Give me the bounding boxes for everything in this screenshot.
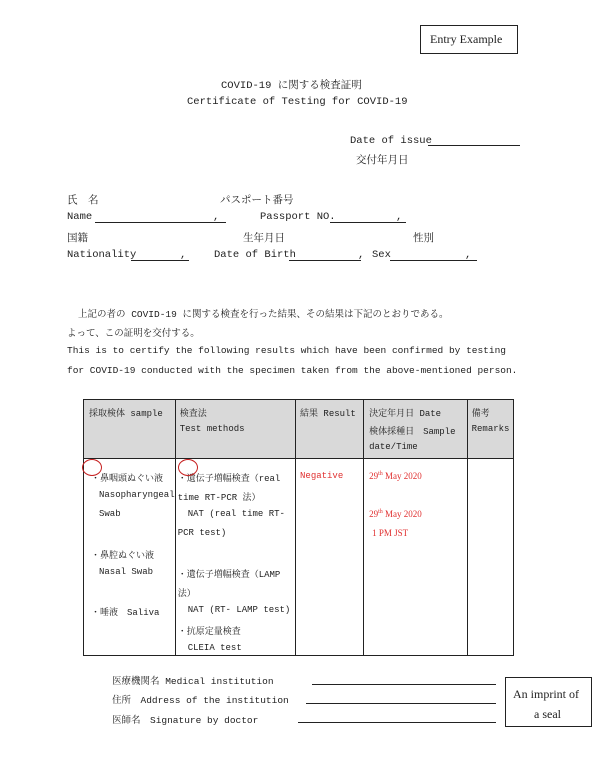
title-en: Certificate of Testing for COVID-19 — [187, 96, 408, 108]
dob-ja: 生年月日 — [243, 233, 285, 245]
method-cell — [175, 459, 295, 656]
header-remarks — [467, 400, 513, 459]
entry-example-label: Entry Example — [430, 32, 503, 46]
header-sample — [84, 400, 176, 459]
header-date-ja2: 検体採種日 Sample — [369, 427, 456, 437]
header-remarks-en: Remarks — [471, 424, 510, 434]
header-date-en: date/Time — [369, 442, 418, 452]
method-antigen-en: CLEIA test — [187, 643, 242, 653]
title-ja: COVID-19 に関する検査証明 — [221, 80, 362, 92]
passport-ja: パスポート番号 — [220, 195, 294, 207]
header-date — [364, 400, 468, 459]
dob-field-line[interactable] — [289, 260, 361, 261]
table-header-row — [84, 400, 514, 459]
statement-ja-line1: 上記の者の COVID-19 に関する検査を行った結果、その結果は下記のとおりである。 — [78, 309, 449, 320]
remarks-cell — [467, 459, 513, 656]
dob-label: Date of Birth — [214, 249, 296, 261]
method-pcr-ja2: time RT-PCR 法） — [177, 493, 261, 503]
result-value: Negative — [300, 471, 344, 481]
name-ja: 氏 名 — [67, 195, 99, 207]
name-comma: , — [213, 211, 220, 223]
sample-nasal-ja[interactable]: ・鼻腔ぬぐい液 — [91, 551, 155, 561]
name-label: Name — [67, 211, 93, 223]
passport-label: Passport NO. — [260, 211, 336, 223]
date-of-issue-label: Date of issue — [350, 135, 432, 147]
institution-label: 医療機関名 Medical institution — [112, 676, 274, 687]
sample-saliva[interactable]: ・唾液 Saliva — [91, 608, 160, 618]
header-date-ja1: 決定年月日 Date — [369, 409, 442, 419]
date-of-issue-ja: 交付年月日 — [356, 155, 409, 167]
date1-sup: th — [378, 471, 383, 477]
seal-label-line1: An imprint of — [513, 687, 579, 701]
date-determined — [369, 471, 422, 481]
institution-line[interactable] — [312, 684, 496, 685]
sex-label: Sex — [372, 249, 391, 261]
header-method-en: Test methods — [179, 424, 245, 434]
header-sample-label: 採取検体 sample — [89, 409, 163, 419]
date-sample — [369, 509, 422, 519]
nationality-ja: 国籍 — [67, 233, 88, 245]
date2-sup: th — [378, 509, 383, 515]
date-of-issue-line[interactable] — [428, 145, 520, 146]
method-antigen-ja[interactable]: ・抗原定量検査 — [177, 627, 241, 637]
header-remarks-ja: 備考 — [471, 409, 490, 419]
selection-circle-method — [178, 459, 198, 476]
header-result-label: 結果 Result — [300, 409, 356, 419]
statement-ja-line2: よって、この証明を交付する。 — [67, 328, 200, 339]
nationality-comma: , — [180, 249, 187, 261]
passport-comma: , — [396, 211, 403, 223]
nationality-label: Nationality — [67, 249, 137, 261]
address-label: 住所 Address of the institution — [112, 695, 289, 706]
date2-day: 29 — [369, 509, 379, 519]
statement-en-line2: for COVID-19 conducted with the specimen taken from the above-mentioned person. — [67, 365, 518, 376]
method-pcr-en2: PCR test) — [177, 528, 227, 538]
method-lamp-ja2: 法） — [177, 589, 196, 599]
result-cell — [296, 459, 364, 656]
method-lamp-en: NAT (RT- LAMP test) — [187, 605, 291, 615]
sample-nasal-en: Nasal Swab — [99, 567, 154, 577]
date2-rest: May 2020 — [382, 509, 422, 519]
seal-label-line2: a seal — [534, 707, 561, 721]
header-result — [296, 400, 364, 459]
doctor-signature-line[interactable] — [298, 722, 496, 723]
sex-comma: , — [465, 249, 472, 261]
sample-time: 1 PM JST — [372, 528, 409, 538]
doctor-label: 医師名 Signature by doctor — [112, 715, 259, 726]
table-body-row — [84, 459, 514, 656]
selection-circle-sample — [82, 459, 102, 476]
header-method-ja: 検査法 — [179, 409, 207, 419]
address-line[interactable] — [306, 703, 496, 704]
results-table — [83, 399, 514, 656]
method-lamp-ja[interactable]: ・遺伝子増幅検査（LAMP — [177, 570, 281, 580]
method-pcr-ja[interactable]: ・遺伝子増幅検査（real — [177, 474, 281, 484]
date-cell — [364, 459, 468, 656]
sample-swab-en: Swab — [99, 509, 121, 519]
passport-field-line[interactable] — [330, 222, 406, 223]
date1-day: 29 — [369, 471, 379, 481]
sex-ja: 性別 — [413, 233, 434, 245]
sex-field-line[interactable] — [390, 260, 477, 261]
dob-comma: , — [358, 249, 365, 261]
date1-rest: May 2020 — [382, 471, 422, 481]
sample-nasopharyngeal-ja[interactable]: ・鼻咽頭ぬぐい液 — [91, 474, 164, 484]
header-method — [175, 400, 295, 459]
sample-cell — [84, 459, 176, 656]
sample-nasopharyngeal-en: Nasopharyngeal — [99, 490, 175, 500]
method-pcr-en1: NAT (real time RT- — [187, 509, 285, 519]
statement-en-line1: This is to certify the following results which have been confirmed by testing — [67, 345, 506, 356]
name-field-line[interactable] — [95, 222, 226, 223]
